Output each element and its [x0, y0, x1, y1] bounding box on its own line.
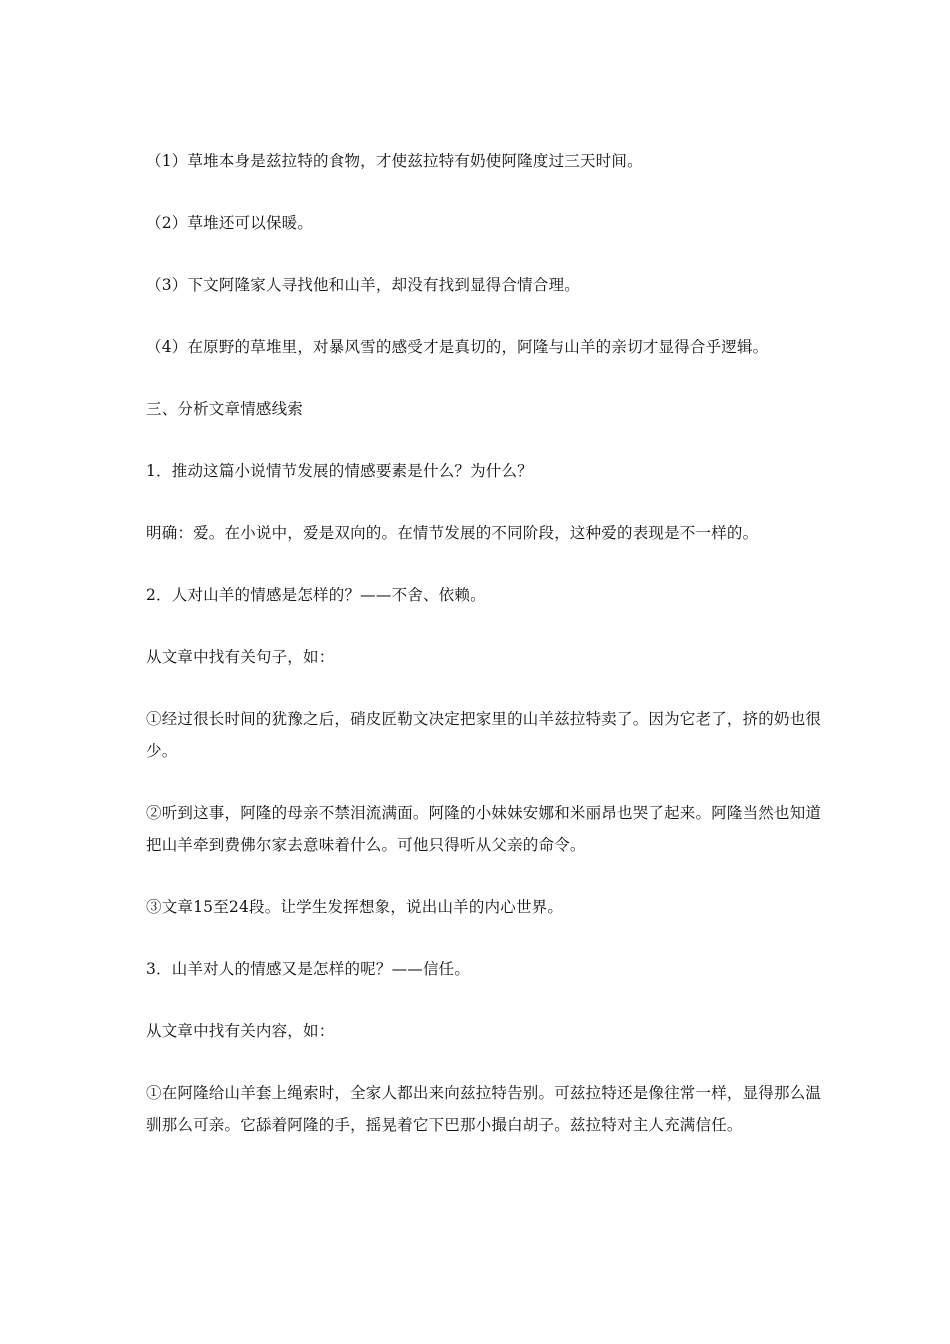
paragraph-haystack-warmth: （2）草堆还可以保暖。	[146, 214, 314, 232]
paragraph-storm-feeling: （4）在原野的草堆里，对暴风雪的感受才是真切的，阿隆与山羊的亲切才显得合乎逻辑。	[146, 338, 769, 356]
document-body	[146, 145, 826, 1171]
instruction-find-content: 从文章中找有关内容，如：	[146, 1022, 335, 1040]
example-2-1: ①经过很长时间的犹豫之后，硝皮匠勒文决定把家里的山羊兹拉特卖了。因为它老了，挤的奶也很少。	[146, 710, 822, 760]
question-3: 3．山羊对人的情感又是怎样的呢？——信任。	[146, 960, 471, 978]
section-heading-emotion: 三、分析文章情感线索	[146, 400, 304, 418]
paragraph-family-search: （3）下文阿隆家人寻找他和山羊，却没有找到显得合情合理。	[146, 276, 580, 294]
example-2-2: ②听到这事，阿隆的母亲不禁泪流满面。阿隆的小妹妹安娜和米丽昂也哭了起来。阿隆当然也知道把山羊牵到费佛尔家去意味着什么。可他只得听从父亲的命令。	[146, 804, 822, 854]
instruction-find-sentences: 从文章中找有关句子，如：	[146, 648, 335, 666]
example-2-3: ③文章15至24段。让学生发挥想象，说出山羊的内心世界。	[146, 898, 564, 916]
paragraph-haystack-food: （1）草堆本身是兹拉特的食物，才使兹拉特有奶使阿隆度过三天时间。	[146, 152, 643, 170]
question-2: 2．人对山羊的情感是怎样的？——不舍、依赖。	[146, 586, 486, 604]
example-3-1: ①在阿隆给山羊套上绳索时，全家人都出来向兹拉特告别。可兹拉特还是像往常一样，显得那么温驯那么可亲。它舔着阿隆的手，摇晃着它下巴那小撮白胡子。兹拉特对主人充满信任。	[146, 1084, 822, 1134]
question-1: 1．推动这篇小说情节发展的情感要素是什么？为什么？	[146, 462, 533, 480]
answer-1: 明确：爱。在小说中，爱是双向的。在情节发展的不同阶段，这种爱的表现是不一样的。	[146, 524, 759, 542]
